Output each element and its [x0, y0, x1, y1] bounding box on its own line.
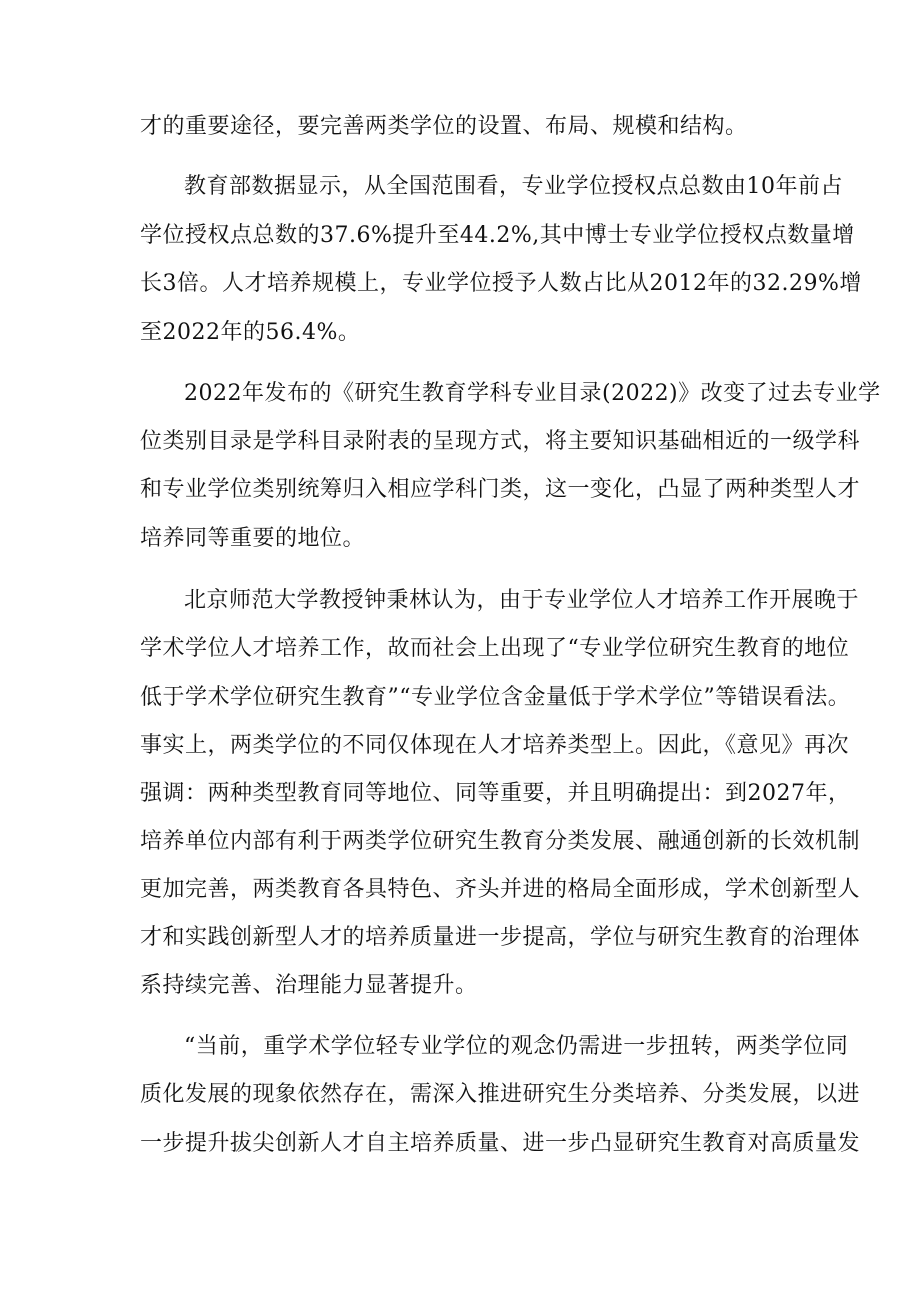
paragraph-3-line-2: 位类别目录是学科目录附表的呈现方式，将主要知识基础相近的一级学科 — [140, 429, 861, 454]
paragraph-5-line-1: “当前，重学术学位轻专业学位的观念仍需进一步扭转，两类学位同 — [184, 1034, 849, 1059]
paragraph-2-line-2: 学位授权点总数的37.6%提升至44.2%,其中博士专业学位授权点数量增 — [140, 223, 855, 248]
paragraph-4-line-6: 培养单位内部有利于两类学位研究生教育分类发展、融通创新的长效机制 — [140, 829, 861, 854]
paragraph-4-line-3: 低于学术学位研究生教育”“专业学位含金量低于学术学位”等错误看法。 — [140, 685, 851, 710]
paragraph-4-line-2: 学术学位人才培养工作，故而社会上出现了“专业学位研究生教育的地位 — [140, 636, 850, 661]
paragraph-2-line-1: 教育部数据显示，从全国范围看，专业学位授权点总数由10年前占 — [184, 174, 843, 199]
paragraph-2-line-4: 至2022年的56.4%。 — [140, 320, 361, 345]
paragraph-4-line-7: 更加完善，两类教育各具特色、齐头并进的格局全面形成，学术创新型人 — [140, 877, 861, 902]
paragraph-4-line-4: 事实上，两类学位的不同仅体现在人才培养类型上。因此，《意见》再次 — [140, 733, 850, 758]
paragraph-3-line-3: 和专业学位类别统筹归入相应学科门类，这一变化，凸显了两种类型人才 — [140, 477, 861, 502]
paragraph-1-line-1: 才的重要途径，要完善两类学位的设置、布局、规模和结构。 — [140, 114, 748, 139]
paragraph-4-line-1: 北京师范大学教授钟秉林认为，由于专业学位人才培养工作开展晚于 — [184, 588, 860, 613]
paragraph-3-line-1: 2022年发布的《研究生教育学科专业目录(2022)》改变了过去专业学 — [184, 381, 881, 406]
paragraph-5-line-2: 质化发展的现象依然存在，需深入推进研究生分类培养、分类发展，以进 — [140, 1082, 861, 1107]
paragraph-4-line-8: 才和实践创新型人才的培养质量进一步提高，学位与研究生教育的治理体 — [140, 925, 861, 950]
paragraph-5-line-3: 一步提升拔尖创新人才自主培养质量、进一步凸显研究生教育对高质量发 — [140, 1131, 861, 1156]
paragraph-4-line-5: 强调：两种类型教育同等地位、同等重要，并且明确提出：到2027年， — [140, 781, 851, 806]
paragraph-4-line-9: 系持续完善、治理能力显著提升。 — [140, 973, 478, 998]
paragraph-2-line-3: 长3倍。人才培养规模上，专业学位授予人数占比从2012年的32.29%增 — [140, 271, 862, 296]
paragraph-3-line-4: 培养同等重要的地位。 — [140, 526, 366, 551]
